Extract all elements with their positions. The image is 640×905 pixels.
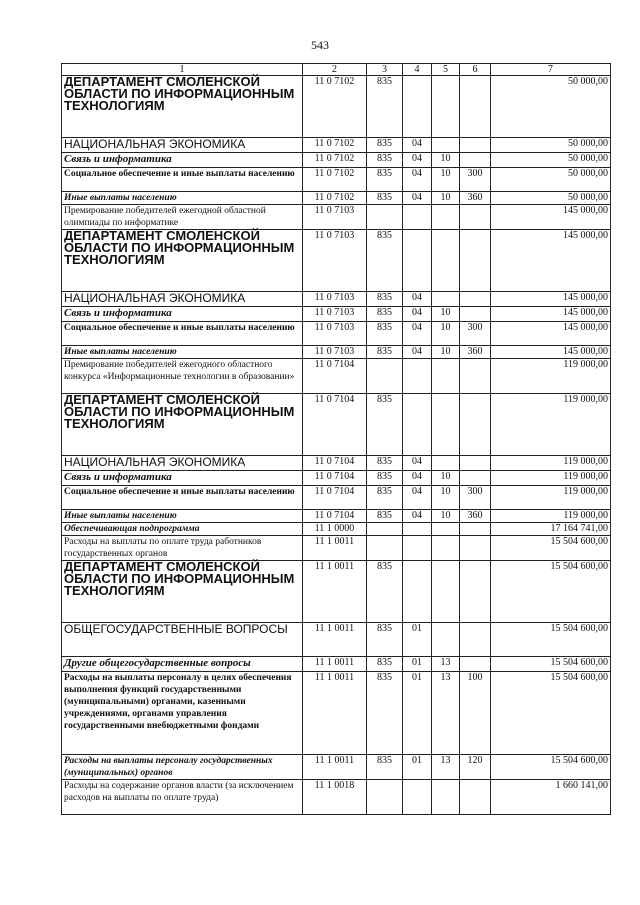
row-rz: 04 xyxy=(403,192,432,205)
table-row xyxy=(62,755,611,780)
row-rz: 04 xyxy=(403,322,432,346)
row-rz: 04 xyxy=(403,471,432,486)
table-row xyxy=(62,657,611,672)
row-pr: 10 xyxy=(432,307,460,322)
row-name: Расходы на выплаты персоналу государственных (муниципальных) органов xyxy=(62,755,303,780)
row-csr: 11 0 7103 xyxy=(303,205,367,230)
header-col-3: 3 xyxy=(367,64,403,76)
table-row xyxy=(62,168,611,192)
row-pr xyxy=(432,523,460,536)
row-vr: 360 xyxy=(460,192,491,205)
row-vr xyxy=(460,138,491,153)
row-name: Связь и информатика xyxy=(62,153,303,168)
row-amount: 50 000,00 xyxy=(491,192,611,205)
row-vr: 360 xyxy=(460,346,491,359)
row-grbs: 835 xyxy=(367,322,403,346)
row-grbs: 835 xyxy=(367,307,403,322)
row-rz xyxy=(403,205,432,230)
row-grbs: 835 xyxy=(367,672,403,755)
row-grbs: 835 xyxy=(367,623,403,657)
row-grbs: 835 xyxy=(367,657,403,672)
row-csr: 11 1 0000 xyxy=(303,523,367,536)
row-amount: 50 000,00 xyxy=(491,76,611,138)
table-row xyxy=(62,138,611,153)
row-csr: 11 0 7102 xyxy=(303,192,367,205)
row-grbs: 835 xyxy=(367,230,403,292)
table-body xyxy=(62,76,611,815)
table-row xyxy=(62,394,611,456)
table-row xyxy=(62,536,611,561)
row-csr: 11 0 7103 xyxy=(303,346,367,359)
row-csr: 11 0 7103 xyxy=(303,230,367,292)
table-row xyxy=(62,672,611,755)
row-rz: 04 xyxy=(403,456,432,471)
row-vr: 120 xyxy=(460,755,491,780)
row-grbs: 835 xyxy=(367,456,403,471)
row-csr: 11 0 7103 xyxy=(303,322,367,346)
row-pr: 10 xyxy=(432,322,460,346)
row-grbs xyxy=(367,780,403,815)
row-rz: 01 xyxy=(403,657,432,672)
row-name: НАЦИОНАЛЬНАЯ ЭКОНОМИКА xyxy=(62,138,303,153)
table-row xyxy=(62,322,611,346)
row-vr: 300 xyxy=(460,168,491,192)
row-vr xyxy=(460,359,491,394)
row-csr: 11 1 0011 xyxy=(303,657,367,672)
row-pr xyxy=(432,138,460,153)
row-amount: 50 000,00 xyxy=(491,138,611,153)
row-pr: 10 xyxy=(432,471,460,486)
row-vr xyxy=(460,623,491,657)
row-amount: 145 000,00 xyxy=(491,322,611,346)
row-amount: 15 504 600,00 xyxy=(491,755,611,780)
row-pr xyxy=(432,561,460,623)
header-col-6: 6 xyxy=(460,64,491,76)
table-row xyxy=(62,292,611,307)
row-rz: 01 xyxy=(403,623,432,657)
header-col-7: 7 xyxy=(491,64,611,76)
row-rz: 04 xyxy=(403,346,432,359)
row-vr: 360 xyxy=(460,510,491,523)
row-csr: 11 1 0011 xyxy=(303,672,367,755)
row-csr: 11 1 0011 xyxy=(303,536,367,561)
row-grbs: 835 xyxy=(367,510,403,523)
table-row xyxy=(62,192,611,205)
row-csr: 11 0 7103 xyxy=(303,307,367,322)
row-amount: 15 504 600,00 xyxy=(491,672,611,755)
table-row xyxy=(62,205,611,230)
row-name: ДЕПАРТАМЕНТ СМОЛЕНСКОЙ ОБЛАСТИ ПО ИНФОРМАЦИОННЫМ ТЕХНОЛОГИЯМ xyxy=(62,76,303,138)
row-amount: 17 164 741,00 xyxy=(491,523,611,536)
table-row xyxy=(62,346,611,359)
row-pr xyxy=(432,394,460,456)
row-name: Связь и информатика xyxy=(62,307,303,322)
row-vr xyxy=(460,205,491,230)
row-csr: 11 0 7104 xyxy=(303,510,367,523)
row-grbs: 835 xyxy=(367,486,403,510)
row-csr: 11 0 7104 xyxy=(303,486,367,510)
row-amount: 145 000,00 xyxy=(491,346,611,359)
row-rz xyxy=(403,536,432,561)
row-vr xyxy=(460,561,491,623)
row-csr: 11 0 7104 xyxy=(303,456,367,471)
row-csr: 11 0 7104 xyxy=(303,359,367,394)
row-vr: 300 xyxy=(460,322,491,346)
row-pr: 10 xyxy=(432,153,460,168)
row-name: Расходы на содержание органов власти (за исключением расходов на выплаты по оплате труда) xyxy=(62,780,303,815)
header-col-2: 2 xyxy=(303,64,367,76)
row-vr xyxy=(460,471,491,486)
table-row xyxy=(62,486,611,510)
row-rz: 04 xyxy=(403,292,432,307)
row-csr: 11 1 0011 xyxy=(303,623,367,657)
row-pr: 10 xyxy=(432,168,460,192)
table-row xyxy=(62,471,611,486)
row-amount: 145 000,00 xyxy=(491,205,611,230)
row-rz: 01 xyxy=(403,755,432,780)
row-name: Иные выплаты населению xyxy=(62,510,303,523)
row-vr xyxy=(460,307,491,322)
row-amount: 15 504 600,00 xyxy=(491,536,611,561)
row-grbs xyxy=(367,536,403,561)
row-pr: 10 xyxy=(432,346,460,359)
row-name: Социальное обеспечение и иные выплаты населению xyxy=(62,168,303,192)
row-amount: 119 000,00 xyxy=(491,359,611,394)
row-name: НАЦИОНАЛЬНАЯ ЭКОНОМИКА xyxy=(62,456,303,471)
row-amount: 50 000,00 xyxy=(491,153,611,168)
row-vr: 100 xyxy=(460,672,491,755)
row-grbs: 835 xyxy=(367,76,403,138)
row-name: Расходы на выплаты по оплате труда работников государственных органов xyxy=(62,536,303,561)
row-pr xyxy=(432,205,460,230)
row-amount: 119 000,00 xyxy=(491,471,611,486)
page-number: 543 xyxy=(311,38,329,52)
row-rz xyxy=(403,523,432,536)
row-rz xyxy=(403,359,432,394)
row-name: Социальное обеспечение и иные выплаты населению xyxy=(62,486,303,510)
row-grbs: 835 xyxy=(367,138,403,153)
row-amount: 50 000,00 xyxy=(491,168,611,192)
table-row xyxy=(62,561,611,623)
row-rz xyxy=(403,76,432,138)
row-pr xyxy=(432,456,460,471)
row-vr xyxy=(460,230,491,292)
row-amount: 1 660 141,00 xyxy=(491,780,611,815)
row-grbs: 835 xyxy=(367,755,403,780)
row-rz: 04 xyxy=(403,510,432,523)
row-pr xyxy=(432,780,460,815)
row-csr: 11 0 7102 xyxy=(303,153,367,168)
row-csr: 11 0 7103 xyxy=(303,292,367,307)
row-csr: 11 0 7102 xyxy=(303,138,367,153)
row-csr: 11 0 7104 xyxy=(303,471,367,486)
row-grbs: 835 xyxy=(367,394,403,456)
header-col-1: 1 xyxy=(62,64,303,76)
table-row xyxy=(62,307,611,322)
row-vr xyxy=(460,523,491,536)
row-vr xyxy=(460,76,491,138)
row-grbs xyxy=(367,523,403,536)
row-grbs: 835 xyxy=(367,471,403,486)
row-pr: 10 xyxy=(432,192,460,205)
row-rz xyxy=(403,394,432,456)
row-grbs: 835 xyxy=(367,346,403,359)
row-pr: 13 xyxy=(432,755,460,780)
row-vr xyxy=(460,394,491,456)
row-rz: 04 xyxy=(403,138,432,153)
row-grbs: 835 xyxy=(367,168,403,192)
row-pr xyxy=(432,76,460,138)
row-name: Иные выплаты населению xyxy=(62,346,303,359)
row-amount: 15 504 600,00 xyxy=(491,623,611,657)
row-name: ДЕПАРТАМЕНТ СМОЛЕНСКОЙ ОБЛАСТИ ПО ИНФОРМАЦИОННЫМ ТЕХНОЛОГИЯМ xyxy=(62,394,303,456)
row-csr: 11 1 0018 xyxy=(303,780,367,815)
header-col-4: 4 xyxy=(403,64,432,76)
table-row xyxy=(62,359,611,394)
row-name: ДЕПАРТАМЕНТ СМОЛЕНСКОЙ ОБЛАСТИ ПО ИНФОРМАЦИОННЫМ ТЕХНОЛОГИЯМ xyxy=(62,230,303,292)
row-pr xyxy=(432,230,460,292)
row-grbs xyxy=(367,205,403,230)
table-row xyxy=(62,456,611,471)
row-amount: 145 000,00 xyxy=(491,230,611,292)
row-name: Другие общегосударственные вопросы xyxy=(62,657,303,672)
row-grbs: 835 xyxy=(367,153,403,168)
row-grbs xyxy=(367,359,403,394)
row-pr: 10 xyxy=(432,486,460,510)
row-csr: 11 0 7104 xyxy=(303,394,367,456)
row-name: ОБЩЕГОСУДАРСТВЕННЫЕ ВОПРОСЫ xyxy=(62,623,303,657)
table-row xyxy=(62,780,611,815)
row-grbs: 835 xyxy=(367,561,403,623)
row-vr xyxy=(460,657,491,672)
row-csr: 11 0 7102 xyxy=(303,168,367,192)
row-csr: 11 1 0011 xyxy=(303,755,367,780)
row-rz: 04 xyxy=(403,168,432,192)
row-pr: 13 xyxy=(432,657,460,672)
row-name: Расходы на выплаты персоналу в целях обеспечения выполнения функций государственными (муниципальными) органами, казенными учреждениями, органами управления государственными внебюджетными фондами xyxy=(62,672,303,755)
row-name: НАЦИОНАЛЬНАЯ ЭКОНОМИКА xyxy=(62,292,303,307)
row-vr xyxy=(460,780,491,815)
row-amount: 15 504 600,00 xyxy=(491,657,611,672)
row-grbs: 835 xyxy=(367,192,403,205)
row-name: Обеспечивающая подпрограмма xyxy=(62,523,303,536)
row-pr xyxy=(432,623,460,657)
row-csr: 11 0 7102 xyxy=(303,76,367,138)
row-pr xyxy=(432,536,460,561)
row-amount: 15 504 600,00 xyxy=(491,561,611,623)
table-row xyxy=(62,230,611,292)
row-vr: 300 xyxy=(460,486,491,510)
row-amount: 119 000,00 xyxy=(491,486,611,510)
row-pr xyxy=(432,359,460,394)
row-pr: 13 xyxy=(432,672,460,755)
row-amount: 119 000,00 xyxy=(491,510,611,523)
table-row xyxy=(62,510,611,523)
row-amount: 119 000,00 xyxy=(491,394,611,456)
row-vr xyxy=(460,536,491,561)
row-rz: 01 xyxy=(403,672,432,755)
row-amount: 119 000,00 xyxy=(491,456,611,471)
row-rz: 04 xyxy=(403,153,432,168)
row-name: Социальное обеспечение и иные выплаты населению xyxy=(62,322,303,346)
table-row xyxy=(62,153,611,168)
header-col-5: 5 xyxy=(432,64,460,76)
row-name: Иные выплаты населению xyxy=(62,192,303,205)
row-vr xyxy=(460,456,491,471)
row-pr xyxy=(432,292,460,307)
row-name: Премирование победителей ежегодного областного конкурса «Информационные технологии в образовании» xyxy=(62,359,303,394)
row-amount: 145 000,00 xyxy=(491,292,611,307)
table-row xyxy=(62,523,611,536)
row-rz: 04 xyxy=(403,307,432,322)
row-name: Премирование победителей ежегодной областной олимпиады по информатике xyxy=(62,205,303,230)
row-name: Связь и информатика xyxy=(62,471,303,486)
row-rz: 04 xyxy=(403,486,432,510)
row-vr xyxy=(460,153,491,168)
row-rz xyxy=(403,780,432,815)
row-vr xyxy=(460,292,491,307)
table-row xyxy=(62,76,611,138)
row-name: ДЕПАРТАМЕНТ СМОЛЕНСКОЙ ОБЛАСТИ ПО ИНФОРМАЦИОННЫМ ТЕХНОЛОГИЯМ xyxy=(62,561,303,623)
row-amount: 145 000,00 xyxy=(491,307,611,322)
row-pr: 10 xyxy=(432,510,460,523)
table-row xyxy=(62,623,611,657)
row-grbs: 835 xyxy=(367,292,403,307)
row-rz xyxy=(403,230,432,292)
row-csr: 11 1 0011 xyxy=(303,561,367,623)
budget-table xyxy=(61,63,611,815)
row-rz xyxy=(403,561,432,623)
